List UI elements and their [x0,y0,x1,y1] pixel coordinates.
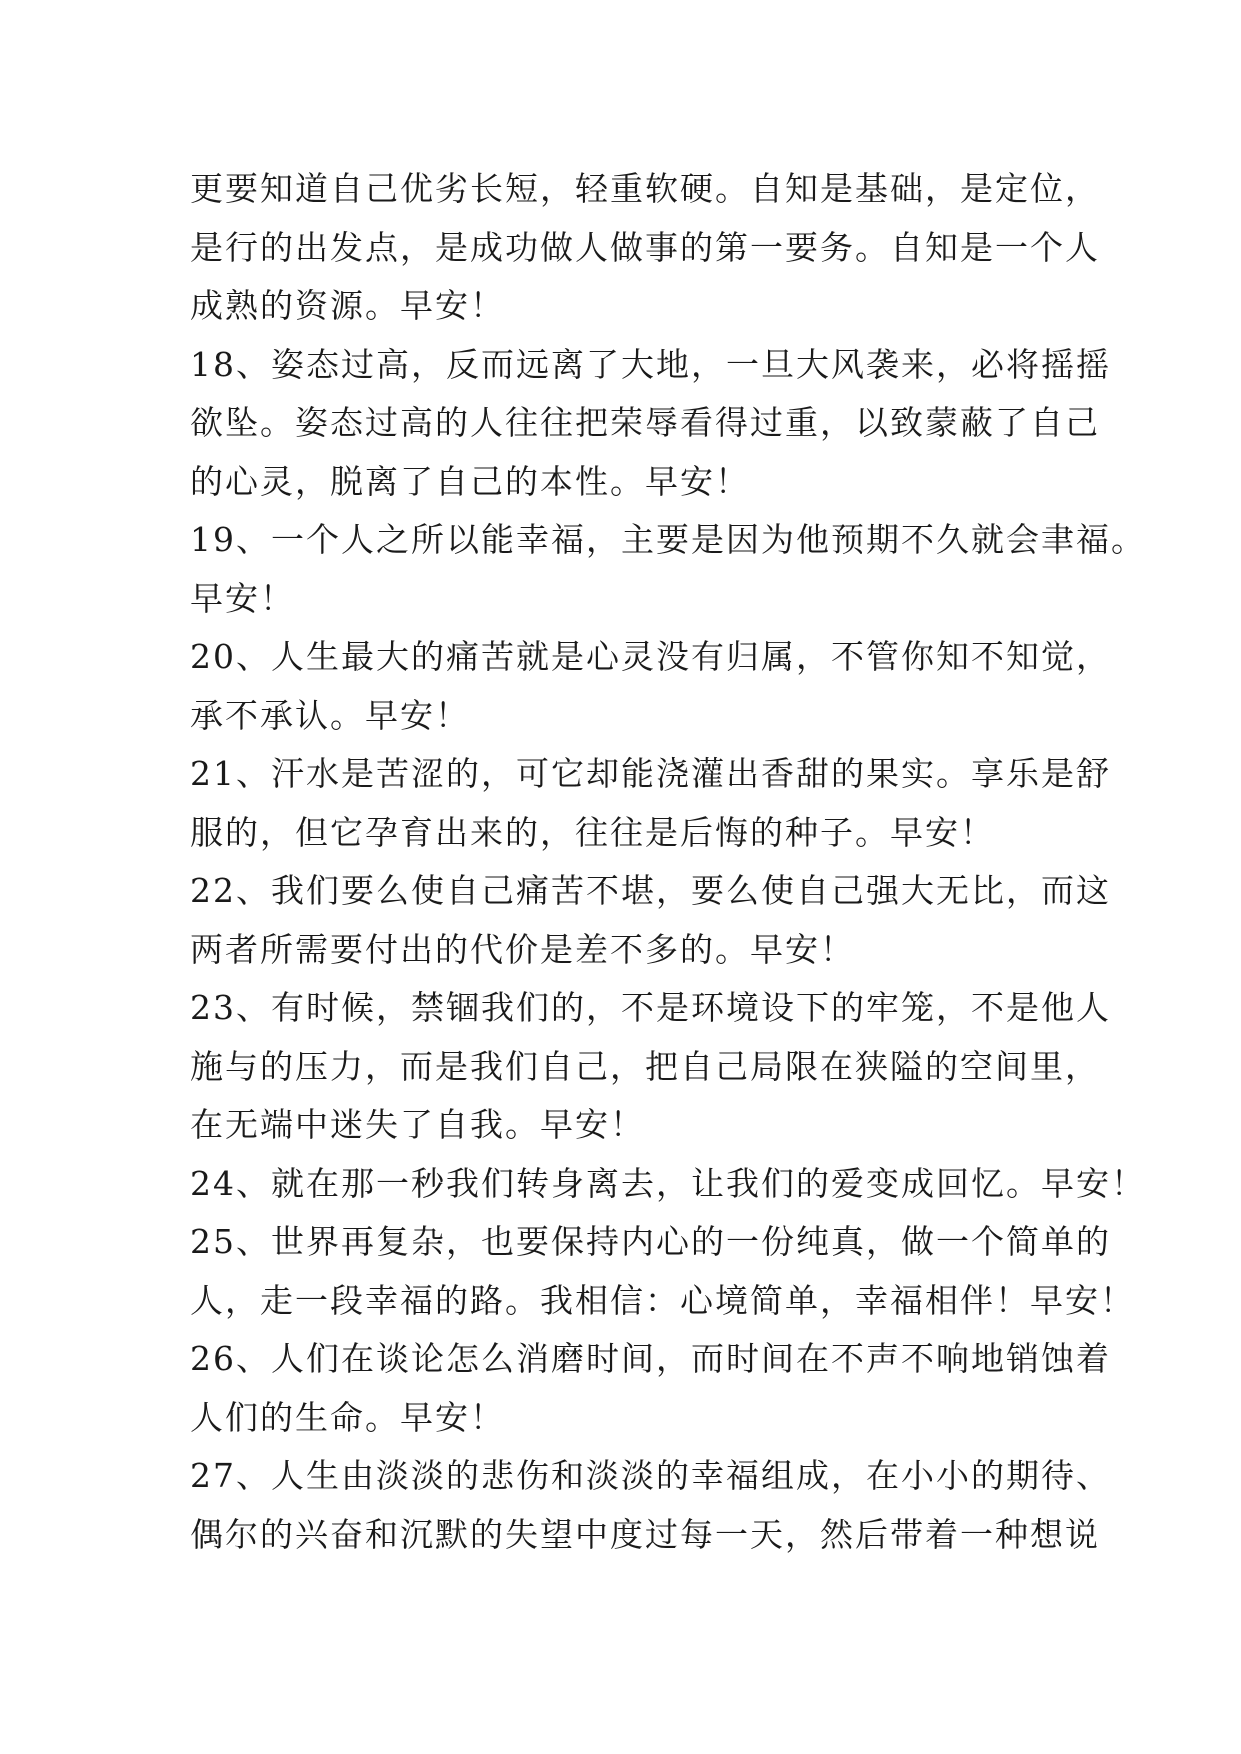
text-line: 成熟的资源。早安！ [190,286,505,325]
text-line: 人们的生命。早安！ [190,1397,505,1437]
text-line: 19、一个人之所以能幸福，主要是因为他预期不久就会聿福。 [190,520,1146,559]
text-line: 20、人生最大的痛苦就是心灵没有归属，不管你知不知觉， [190,637,1111,676]
text-line: 18、姿态过高，反而远离了大地，一旦大风袭来，必将摇摇 [190,344,1111,384]
text-line: 24、就在那一秒我们转身离去，让我们的爱变成回忆。早安！ [190,1163,1146,1203]
text-line: 偶尔的兴奋和沉默的失望中度过每一天，然后带着一种想说 [190,1514,1100,1554]
text-line: 人，走一段幸福的路。我相信：心境简单，幸福相伴！早安！ [190,1280,1135,1320]
text-line: 27、人生由淡淡的悲伤和淡淡的幸福组成，在小小的期待、 [190,1456,1111,1495]
text-line: 是行的出发点，是成功做人做事的第一要务。自知是一个人 [190,227,1100,267]
text-line: 22、我们要么使自己痛苦不堪，要么使自己强大无比，而这 [190,871,1111,910]
text-line: 23、有时候，禁锢我们的，不是环境设下的牢笼，不是他人 [190,988,1111,1027]
text-line: 早安！ [190,578,295,618]
body-text [190,160,1146,1564]
text-line: 的心灵，脱离了自己的本性。早安！ [190,461,750,501]
text-line: 两者所需要付出的代价是差不多的。早安！ [190,929,855,969]
text-line: 施与的压力，而是我们自己，把自己局限在狭隘的空间里， [190,1046,1100,1086]
text-line: 承不承认。早安！ [190,695,470,735]
text-line: 欲坠。姿态过高的人往往把荣辱看得过重，以致蒙蔽了自己 [190,403,1100,442]
text-line: 在无端中迷失了自我。早安！ [190,1105,645,1144]
text-line: 25、世界再复杂，也要保持内心的一份纯真，做一个简单的 [190,1222,1111,1261]
text-line: 21、汗水是苦涩的，可它却能浇灌出香甜的果实。享乐是舒 [190,754,1111,793]
text-line: 服的，但它孕育出来的，往往是后悔的种子。早安！ [190,812,995,852]
text-line: 26、人们在谈论怎么消磨时间，而时间在不声不响地销蚀着 [190,1339,1111,1378]
text-line: 更要知道自己优劣长短，轻重软硬。自知是基础，是定位， [190,169,1100,208]
